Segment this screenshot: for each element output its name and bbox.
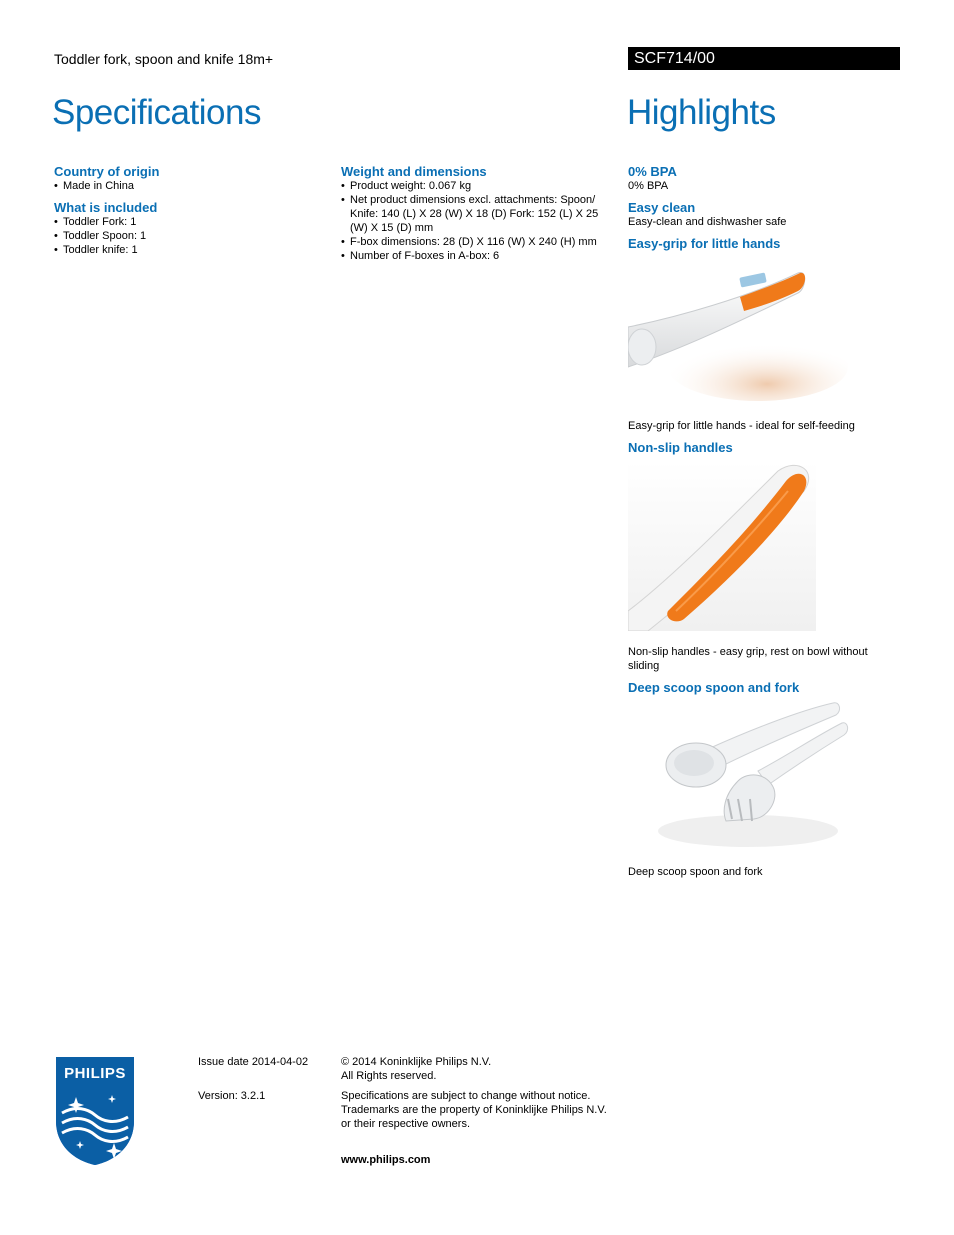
spec-item: • Number of F-boxes in A-box: 6 — [341, 249, 617, 263]
highlight-easy-grip — [628, 236, 900, 433]
product-name: Toddler fork, spoon and knife 18m+ — [54, 51, 274, 67]
disclaimer-line: Specifications are subject to change without notice. — [341, 1090, 591, 1102]
spec-item: • Toddler Spoon: 1 — [54, 229, 314, 243]
copyright — [341, 1055, 621, 1083]
highlight-heading: Easy-grip for little hands — [628, 236, 781, 251]
spec-item: • F-box dimensions: 28 (D) X 116 (W) X 240 (H) mm — [341, 235, 617, 249]
highlight-caption: Deep scoop spoon and fork — [628, 866, 763, 878]
spec-section-included — [54, 200, 314, 257]
highlight-deep-scoop — [628, 680, 900, 879]
spec-section-weight — [341, 164, 617, 263]
copyright-line: All Rights reserved. — [341, 1070, 437, 1082]
highlight-caption: Easy-grip for little hands - ideal for self-feeding — [628, 420, 855, 432]
disclaimer — [341, 1089, 621, 1131]
philips-logo — [54, 1055, 136, 1172]
highlights-column — [628, 164, 900, 886]
easy-grip-image — [628, 257, 900, 409]
disclaimer-line: Trademarks are the property of Koninklijke Philips N.V. — [341, 1104, 607, 1116]
highlight-heading: Deep scoop spoon and fork — [628, 680, 800, 695]
spec-heading: Country of origin — [54, 164, 160, 179]
specifications-title: Specifications — [52, 93, 261, 132]
spec-item: • Toddler knife: 1 — [54, 243, 314, 257]
highlight-non-slip — [628, 440, 900, 673]
website-link[interactable]: www.philips.com — [341, 1154, 431, 1166]
highlight-caption: Non-slip handles - easy grip, rest on bowl without sliding — [628, 646, 868, 672]
disclaimer-line: or their respective owners. — [341, 1118, 470, 1130]
version: Version: 3.2.1 — [198, 1090, 266, 1102]
spec-heading: Weight and dimensions — [341, 164, 487, 179]
spec-heading: What is included — [54, 200, 158, 215]
deep-scoop-image — [628, 701, 900, 855]
non-slip-image — [628, 461, 900, 635]
copyright-line: © 2014 Koninklijke Philips N.V. — [341, 1056, 492, 1068]
highlight-text: Easy-clean and dishwasher safe — [628, 216, 787, 228]
spec-item: • Made in China — [54, 179, 314, 193]
orange-handle-image — [628, 461, 816, 631]
spec-item: • Product weight: 0.067 kg — [341, 179, 617, 193]
highlights-title: Highlights — [627, 93, 776, 132]
highlight-heading: Easy clean — [628, 200, 696, 215]
issue-date: Issue date 2014-04-02 — [198, 1056, 309, 1068]
highlight-bpa — [628, 164, 900, 193]
spoon-handle-image — [628, 257, 852, 405]
specs-column-middle — [341, 164, 617, 270]
spec-section-country — [54, 164, 314, 193]
spec-item: • Toddler Fork: 1 — [54, 215, 314, 229]
philips-logo-text: PHILIPS — [64, 1065, 126, 1082]
spoon-fork-image — [628, 701, 852, 851]
specs-column-left — [54, 164, 314, 264]
highlight-heading: 0% BPA — [628, 164, 677, 179]
highlight-easy-clean — [628, 200, 900, 229]
spec-item: • Net product dimensions excl. attachments: Spoon/ Knife: 140 (L) X 28 (W) X 18 (D) Fork: 152 (L) X 25 (W) X 15 (D) mm — [341, 193, 617, 235]
model-number-bar: SCF714/00 — [628, 47, 900, 70]
highlight-text: 0% BPA — [628, 180, 669, 192]
highlight-heading: Non-slip handles — [628, 440, 733, 455]
